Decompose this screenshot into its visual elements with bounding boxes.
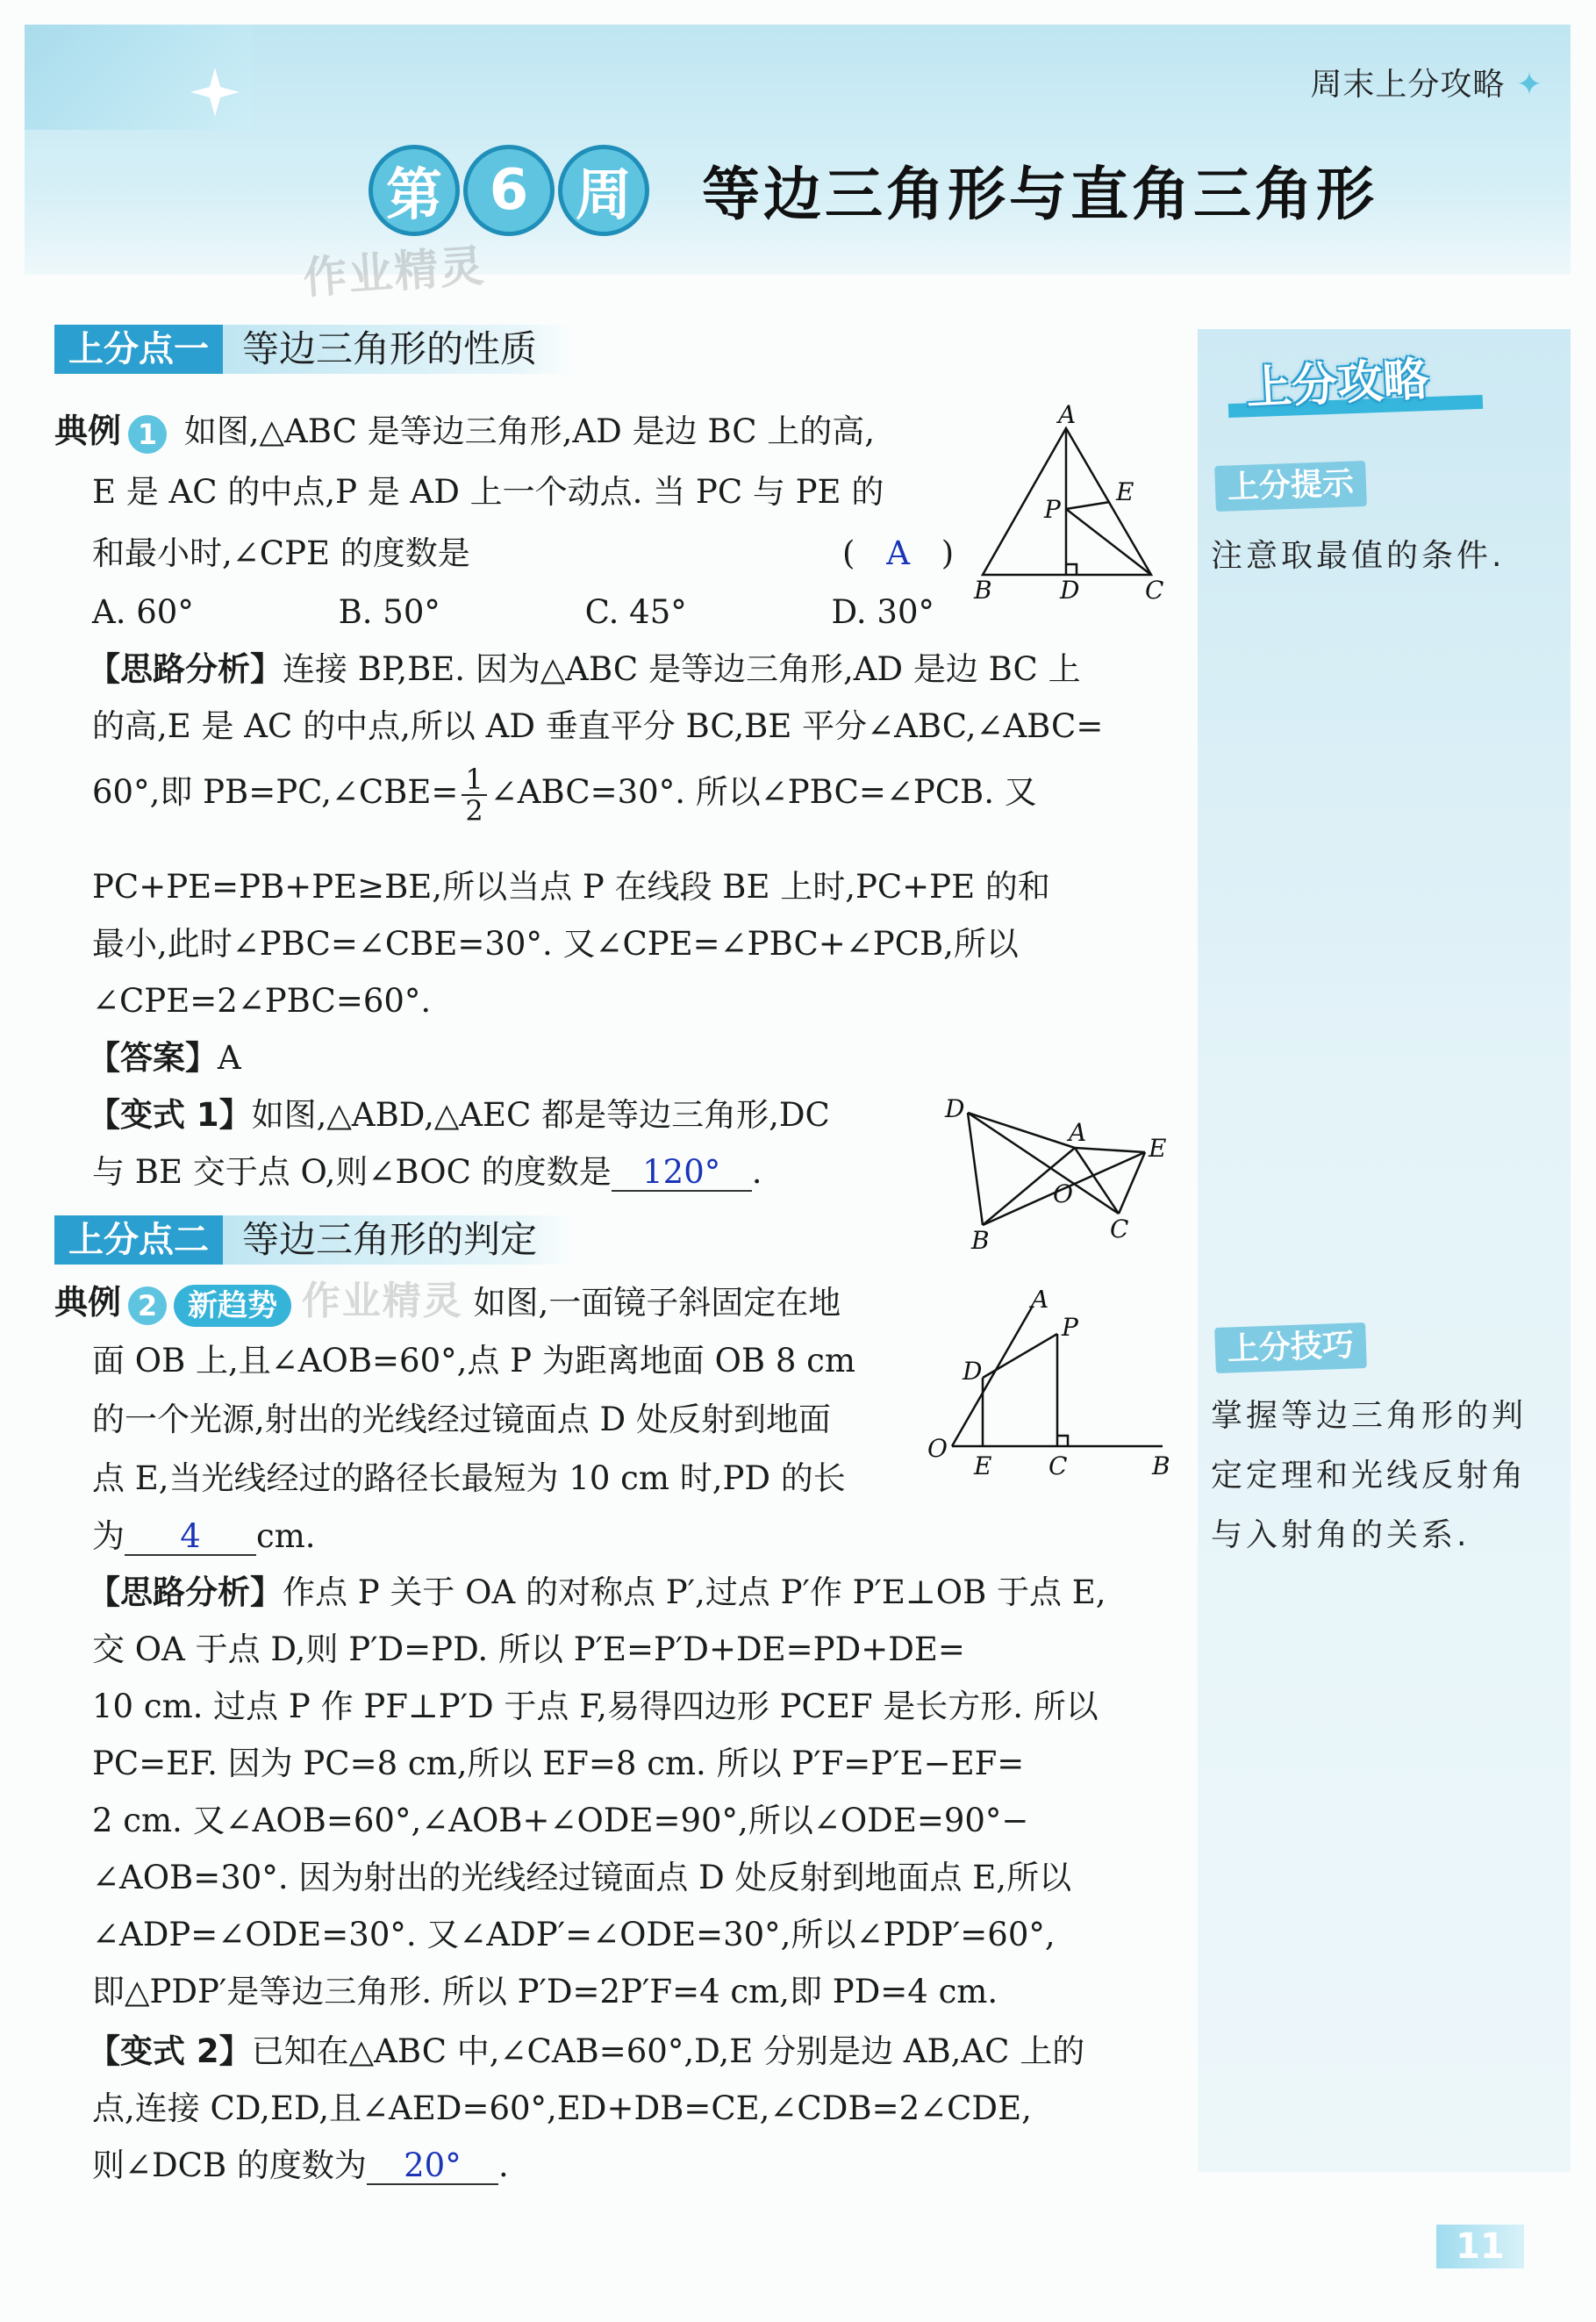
week-badge — [369, 145, 649, 236]
week-badge-char-3: 周 — [558, 145, 649, 236]
answer1-line — [88, 1029, 241, 1086]
fig-label-c: C — [1145, 576, 1164, 605]
example2-line-5 — [92, 1508, 316, 1566]
variant1-answer-blank[interactable]: 120° — [612, 1155, 752, 1192]
week-badge-number: 6 — [463, 145, 555, 236]
option-d: D. 30° — [831, 593, 934, 631]
paren-open: ( — [842, 534, 855, 572]
analysis1-line-3 — [92, 763, 1037, 826]
fig-label-a: A — [1058, 404, 1077, 429]
fraction-one-half — [462, 764, 486, 826]
fig-label-b: B — [971, 1226, 990, 1253]
example2-line-4: 点 E,当光线经过的路径长最短为 10 cm 时,PD 的长 — [92, 1459, 846, 1497]
variant2-line-1 — [88, 2023, 1084, 2080]
analysis1-line-6: ∠CPE=2∠PBC=60°. — [92, 982, 432, 1020]
tip-tag-hint: 上分提示 — [1214, 461, 1367, 512]
example2-line-2: 面 OB 上,且∠AOB=60°,点 P 为距离地面 OB 8 cm — [92, 1342, 855, 1380]
tip-text-line: 注意取最值的条件. — [1211, 538, 1506, 574]
example1-line-2: E 是 AC 的中点,P 是 AD 上一个动点. 当 PC 与 PE 的 — [92, 473, 884, 511]
analysis-text: 连接 BP,BE. 因为△ABC 是等边三角形,AD 是边 BC 上 — [283, 650, 1081, 688]
analysis1-line-1 — [88, 641, 1081, 698]
analysis2-line-8: 即△PDP′是等边三角形. 所以 P′D=2P′F=4 cm,即 PD=4 cm. — [92, 1973, 998, 2010]
tip-text-line: 定定理和光线反射角 — [1211, 1458, 1528, 1494]
analysis2-line-2: 交 OA 于点 D,则 P′D=PD. 所以 P′E=P′D+DE=PD+DE= — [92, 1630, 965, 1668]
fig-label-e: E — [974, 1451, 992, 1480]
sidebar-title: 上分攻略 — [1244, 353, 1430, 416]
example2-answer-blank[interactable]: 4 — [125, 1519, 256, 1556]
watermark: 作业精灵 — [301, 1279, 463, 1323]
variant1-line-2 — [92, 1143, 762, 1200]
variant1-line-1 — [88, 1086, 830, 1143]
option-b: B. 50° — [338, 593, 440, 631]
answer-choice: A — [886, 534, 910, 572]
example-label: 典例 — [54, 1283, 122, 1322]
fig-label-a: A — [1031, 1290, 1049, 1314]
variant2-line-2: 点,连接 CD,ED,且∠AED=60°,ED+DB=CE,∠CDB=2∠CDE, — [92, 2089, 1032, 2127]
analysis1-line-2: 的高,E 是 AC 的中点,所以 AD 垂直平分 BC,BE 平分∠ABC,∠ABC= — [92, 707, 1104, 745]
variant-text: 已知在△ABC 中,∠CAB=60°,D,E 分别是边 AB,AC 上的 — [251, 2032, 1085, 2070]
fraction-denominator: 2 — [465, 793, 483, 828]
example1-line-3 — [92, 525, 470, 583]
tip-text-line: 掌握等边三角形的判 — [1211, 1398, 1528, 1434]
section-title: 等边三角形的性质 — [223, 325, 572, 374]
figure-variant1 — [934, 1095, 1189, 1253]
section-title: 等边三角形的判定 — [223, 1215, 572, 1265]
tip-text-hint — [1211, 527, 1505, 586]
example-text: 如图,一面镜子斜固定在地 — [473, 1284, 841, 1322]
fig-label-c: C — [1110, 1215, 1129, 1243]
tip-text-line: 与入射角的关系. — [1211, 1517, 1471, 1553]
fig-label-p: P — [1062, 1313, 1078, 1342]
analysis2-line-4: PC=EF. 因为 PC=8 cm,所以 EF=8 cm. 所以 P′F=P′E−EF= — [92, 1745, 1025, 1782]
tip-tag-skill: 上分技巧 — [1214, 1322, 1367, 1373]
option-c: C. 45° — [584, 593, 687, 631]
watermark: 作业精灵 — [301, 240, 488, 305]
analysis2-line-1 — [88, 1564, 1106, 1621]
analysis2-line-7: ∠ADP=∠ODE=30°. 又∠ADP′=∠ODE=30°,所以∠PDP′=60°, — [92, 1916, 1056, 1953]
variant2-line-3 — [92, 2137, 509, 2194]
variant-end: . — [751, 1153, 762, 1191]
analysis-text: 60°,即 PB=PC,∠CBE= — [92, 773, 459, 811]
example-number: 2 — [128, 1286, 167, 1325]
variant-label: 【变式 2】 — [88, 2032, 252, 2070]
analysis2-line-6: ∠AOB=30°. 因为射出的光线经过镜面点 D 处反射到地面点 E,所以 — [92, 1859, 1072, 1896]
example2-line-3: 的一个光源,射出的光线经过镜面点 D 处反射到地面 — [92, 1401, 831, 1438]
variant-text: 则∠DCB 的度数为 — [92, 2146, 367, 2184]
paren-close: ) — [941, 534, 955, 572]
variant2-answer-blank[interactable]: 20° — [367, 2148, 498, 2185]
example1-line-1 — [54, 402, 875, 461]
fig-label-c: C — [1048, 1451, 1068, 1480]
variant-label: 【变式 1】 — [88, 1096, 252, 1134]
week-badge-char-1: 第 — [369, 145, 460, 236]
example-number: 1 — [128, 415, 167, 454]
analysis-label: 【思路分析】 — [88, 1573, 283, 1611]
fig-label-e: E — [1149, 1134, 1167, 1163]
fig-label-b: B — [974, 576, 992, 605]
fig-label-b: B — [1152, 1451, 1170, 1480]
analysis1-line-4: PC+PE=PB+PE≥BE,所以当点 P 在线段 BE 上时,PC+PE 的和 — [92, 868, 1050, 906]
option-a: A. 60° — [92, 593, 194, 631]
variant-text: 如图,△ABD,△AEC 都是等边三角形,DC — [251, 1096, 830, 1134]
fig-label-d: D — [1060, 576, 1080, 605]
answer-value: A — [218, 1039, 241, 1077]
sparkle-small-icon: ✦ — [1515, 67, 1543, 103]
section-heading-2 — [54, 1215, 572, 1265]
unit: cm. — [256, 1517, 316, 1555]
fig-label-a: A — [1069, 1118, 1087, 1147]
variant-end: . — [497, 2146, 509, 2184]
tip-text-skill — [1211, 1387, 1527, 1566]
sidebar-panel — [1198, 329, 1571, 2172]
variant-text: 与 BE 交于点 O,则∠BOC 的度数是 — [92, 1153, 612, 1191]
section-label: 上分点二 — [54, 1215, 223, 1265]
analysis1-line-5: 最小,此时∠PBC=∠CBE=30°. 又∠CPE=∠PBC+∠PCB,所以 — [92, 925, 1019, 963]
analysis-text: 作点 P 关于 OA 的对称点 P′,过点 P′作 P′E⊥OB 于点 E, — [283, 1573, 1106, 1611]
options-row — [92, 584, 934, 641]
fig-label-d: D — [945, 1095, 965, 1123]
example-text: 为 — [92, 1517, 125, 1555]
analysis2-line-3: 10 cm. 过点 P 作 PF⊥P′D 于点 F,易得四边形 PCEF 是长方形. 所以 — [92, 1688, 1099, 1725]
answer-label: 【答案】 — [88, 1039, 218, 1077]
analysis-label: 【思路分析】 — [88, 650, 283, 688]
figure-mirror — [917, 1290, 1180, 1483]
example-text: 和最小时,∠CPE 的度数是 — [92, 534, 470, 572]
section-label: 上分点一 — [54, 325, 223, 374]
example2-line-1 — [54, 1272, 841, 1332]
example-label: 典例 — [54, 412, 122, 450]
fig-label-e: E — [1116, 477, 1134, 506]
analysis-text: ∠ABC=30°. 所以∠PBC=∠PCB. 又 — [490, 773, 1037, 811]
section-heading-1 — [54, 325, 572, 374]
figure-triangle-abc — [965, 404, 1176, 606]
page-number: 11 — [1436, 2225, 1524, 2268]
page-title: 等边三角形与直角三角形 — [702, 160, 1378, 228]
fig-label-o: O — [927, 1434, 948, 1463]
fig-label-o: O — [1053, 1179, 1073, 1208]
analysis2-line-5: 2 cm. 又∠AOB=60°,∠AOB+∠ODE=90°,所以∠ODE=90°− — [92, 1802, 1029, 1839]
fig-label-p: P — [1044, 495, 1061, 524]
sparkle-icon — [189, 66, 241, 118]
answer-paren — [842, 525, 954, 583]
example-text: 如图,△ABC 是等边三角形,AD 是边 BC 上的高, — [183, 412, 876, 450]
running-head-text: 周末上分攻略 — [1310, 67, 1506, 103]
fig-label-d: D — [963, 1357, 983, 1386]
fraction-numerator: 1 — [462, 764, 486, 796]
trend-badge: 新趋势 — [174, 1285, 291, 1327]
running-head — [1310, 60, 1543, 104]
